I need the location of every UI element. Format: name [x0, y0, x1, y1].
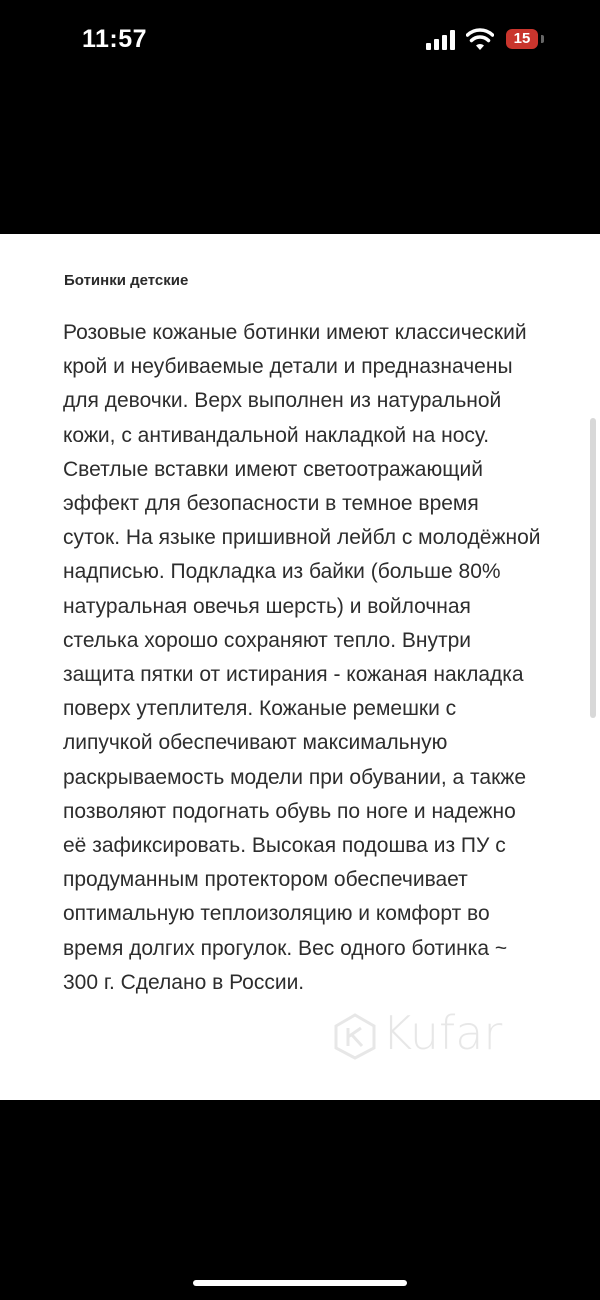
- section-title: Ботинки детские: [64, 272, 189, 289]
- kufar-watermark: [330, 1004, 570, 1064]
- status-bar: [0, 0, 600, 80]
- battery-tip: [541, 35, 544, 43]
- battery-icon: [506, 29, 548, 51]
- home-indicator[interactable]: [193, 1280, 407, 1286]
- watermark-text: Kufar: [382, 1006, 503, 1060]
- wifi-icon: [466, 28, 494, 50]
- status-time: 11:57: [82, 25, 148, 53]
- battery-level: 15: [506, 29, 538, 49]
- kufar-logo-icon: [330, 1012, 380, 1060]
- product-description-panel: [0, 234, 600, 1100]
- scrollbar[interactable]: [590, 418, 596, 718]
- product-description-text: Розовые кожаные ботинки имеют классический крой и неубиваемые детали и предназначены для девочки. Верх выполнен из натуральной кожи, с антивандальной накладкой на носу. Светлые вставки имеют светоотражающий эффект для безопасности в темное время суток. На языке пришивной лейбл с молодёжной надписью. Подкладка из байки (больше 80% натуральная овечья шерсть) и войлочная стелька хорошо сохраняют тепло. Внутри защита пятки от истирания - кожаная накладка поверх утеплителя. Кожаные ремешки с липучкой обеспечивают максимальную раскрываемость модели при обувании, а также позволяют подогнать обувь по ноге и надежно её зафиксировать. Высокая подошва из ПУ с продуманным протектором обеспечивает оптимальную теплоизоляцию и комфорт во время долгих прогулок. Вес одного ботинка ~ 300 г. Сделано в России.: [63, 321, 541, 994]
- cellular-signal-icon: [426, 30, 458, 50]
